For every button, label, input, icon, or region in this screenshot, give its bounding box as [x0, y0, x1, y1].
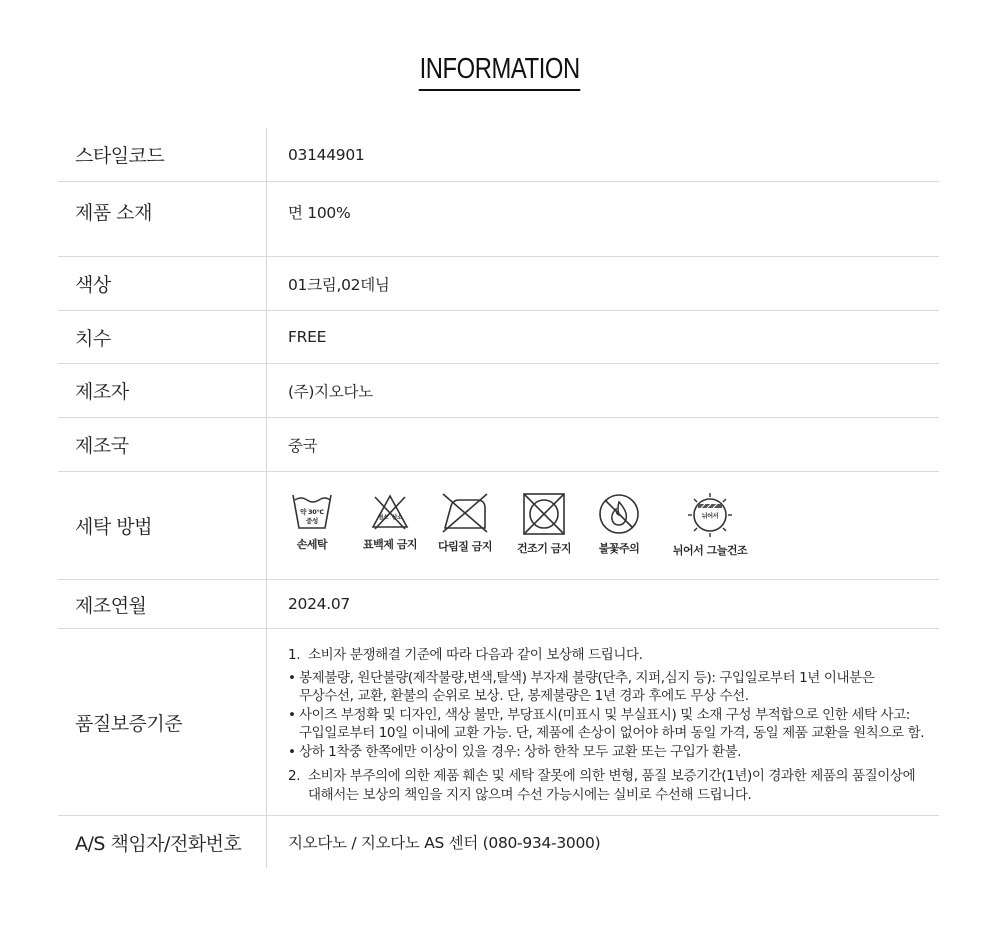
table-row-country [58, 418, 939, 472]
warranty-bullet-2: • 사이즈 부정확 및 디자인, 색상 불만, 부당표시(미표시 및 부실표시) 및 소재 구성 부적합으로 인한 세탁 사고: 구입일로부터 10일 이내에 교환 가능. 단, 제품에 손상이 없어야 하며 동일 가격, 동일 제품 교환을 원칙으로 함. [288, 706, 925, 741]
warranty-item-1: 1. 소비자 분쟁해결 기준에 따라 다음과 같이 보상해 드립니다. [288, 647, 643, 663]
warranty-bullet-3: • 상하 1착중 한쪽에만 이상이 있을 경우: 상하 한착 모두 교환 또는 구입가 환불. [288, 743, 742, 760]
fire-caution-icon [597, 492, 641, 536]
row-label: 제조자 [58, 364, 267, 417]
table-row-date [58, 580, 939, 629]
info-table [58, 128, 939, 878]
table-row-size [58, 311, 939, 364]
care-item-no-iron [437, 492, 493, 554]
care-caption: 뉘어서 그늘건조 [672, 544, 748, 557]
row-value: 면 100% [288, 204, 351, 222]
row-value: 2024.07 [288, 595, 350, 613]
row-label: 제조국 [58, 418, 267, 471]
row-label: 품질보증기준 [58, 629, 267, 815]
table-row-color [58, 257, 939, 311]
row-value: FREE [288, 328, 327, 346]
no-bleach-icon [370, 492, 410, 532]
warranty-item-2: 2. 소비자 부주의에 의한 제품 훼손 및 세탁 잘못에 의한 변형, 품질 보증기간(1년)이 경과한 제품의 품질이상에 대해서는 보상의 책임을 지지 않으며 수선 가능시에는 실비로 수선해 드립니다. [288, 768, 916, 803]
care-icons [289, 472, 755, 558]
table-row-style-code [58, 128, 939, 182]
table-row-warranty [58, 629, 939, 816]
care-item-fire-caution [589, 492, 649, 556]
flat-shade-dry-icon [685, 492, 735, 538]
care-item-hand-wash [289, 492, 335, 552]
row-value: 01크림,02데님 [288, 275, 390, 294]
row-label: 제품 소재 [58, 182, 267, 256]
row-label: 색상 [58, 257, 267, 310]
hand-wash-icon [290, 492, 334, 532]
care-caption: 표백제 금지 [363, 538, 417, 551]
care-item-flat-shade-dry [665, 492, 755, 558]
svg-text:염소: 염소 [377, 515, 389, 521]
care-item-no-tumble-dry [511, 492, 577, 556]
wash-neutral-text: 중성 [306, 517, 318, 525]
row-value: 중국 [288, 436, 318, 455]
warranty-text [288, 629, 924, 804]
table-row-washing [58, 472, 939, 580]
table-row-material [58, 182, 939, 257]
care-caption: 손세탁 [296, 538, 328, 551]
row-label: 세탁 방법 [58, 472, 267, 579]
row-value: 03144901 [288, 145, 365, 164]
care-caption: 다림질 금지 [438, 540, 492, 553]
warranty-bullet-1: • 봉제불량, 원단불량(제작불량,변색,탈색) 부자재 불량(단추, 지퍼,심지 등): 구입일로부터 1년 이내분은 무상수선, 교환, 환불의 순위로 보상. 단, 봉제불량은 1년 경과 후에도 무상 수선. [288, 669, 875, 704]
svg-text:산소: 산소 [391, 515, 403, 521]
row-value: 지오다노 / 지오다노 AS 센터 (080-934-3000) [288, 834, 601, 852]
no-iron-icon [441, 492, 489, 534]
page-title: INFORMATION [419, 50, 581, 91]
row-label: 스타일코드 [58, 128, 267, 181]
wash-temp-text: 약 30°C [300, 508, 324, 516]
row-label: A/S 책임자/전화번호 [58, 816, 267, 868]
svg-text:뉘어서: 뉘어서 [701, 513, 719, 520]
care-item-no-bleach [355, 492, 425, 552]
no-tumble-dry-icon [521, 492, 567, 536]
table-row-maker [58, 364, 939, 418]
table-row-as [58, 816, 939, 878]
care-caption: 건조기 금지 [517, 542, 571, 555]
row-value: (주)지오다노 [288, 382, 373, 401]
row-label: 제조연월 [58, 580, 267, 628]
care-caption: 불꽃주의 [598, 542, 640, 555]
row-label: 치수 [58, 311, 267, 363]
page-title-wrap [0, 50, 1000, 91]
